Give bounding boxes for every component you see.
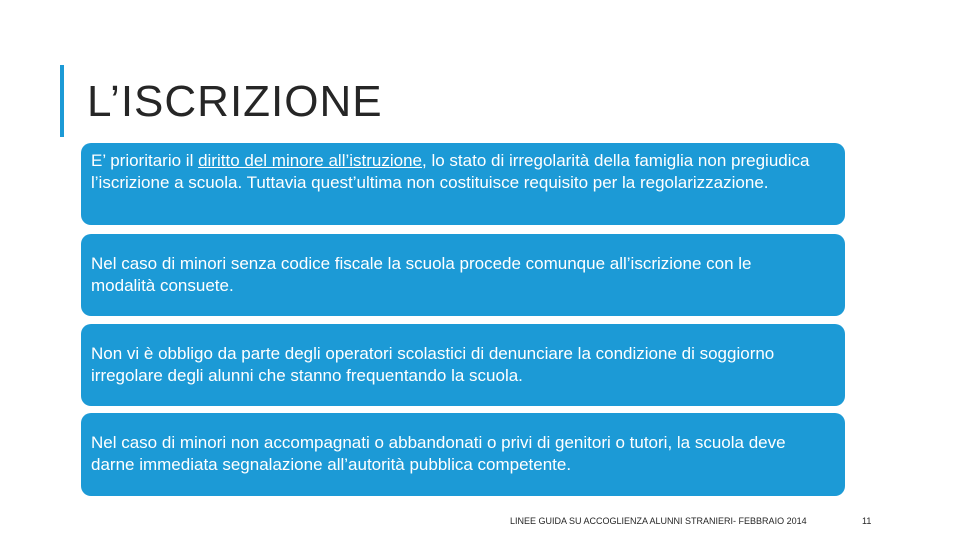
content-box-4 — [81, 413, 845, 496]
box-1-text-start: E’ prioritario il — [91, 151, 199, 170]
content-box-2 — [81, 234, 845, 316]
box-2-text: Nel caso di minori senza codice fiscale la scuola procede comunque all’iscrizione con le modalità consuete. — [91, 254, 752, 295]
page-number: 11 — [862, 516, 872, 526]
box-3-text: Non vi è obbligo da parte degli operatori scolastici di denunciare la condizione di soggiorno irregolare degli alunni che stanno frequentando la scuola. — [91, 344, 775, 385]
box-1-text-end: , lo stato di irregolarità della famiglia non pregiudica l’iscrizione a scuola. Tuttavia quest’ultima non costituisce requisito per la regolarizzazione. — [91, 151, 810, 192]
box-4-text: Nel caso di minori non accompagnati o abbandonati o privi di genitori o tutori, la scuola deve darne immediata segnalazione all’autorità pubblica competente. — [91, 433, 786, 474]
content-box-1 — [81, 143, 845, 225]
title-accent-bar — [60, 65, 64, 137]
content-box-3 — [81, 324, 845, 406]
footer-text: LINEE GUIDA SU ACCOGLIENZA ALUNNI STRANIERI- FEBBRAIO 2014 — [510, 516, 807, 526]
slide-title: L’ISCRIZIONE — [87, 77, 383, 126]
box-1-underlined-text: diritto del minore all’istruzione — [198, 151, 423, 170]
